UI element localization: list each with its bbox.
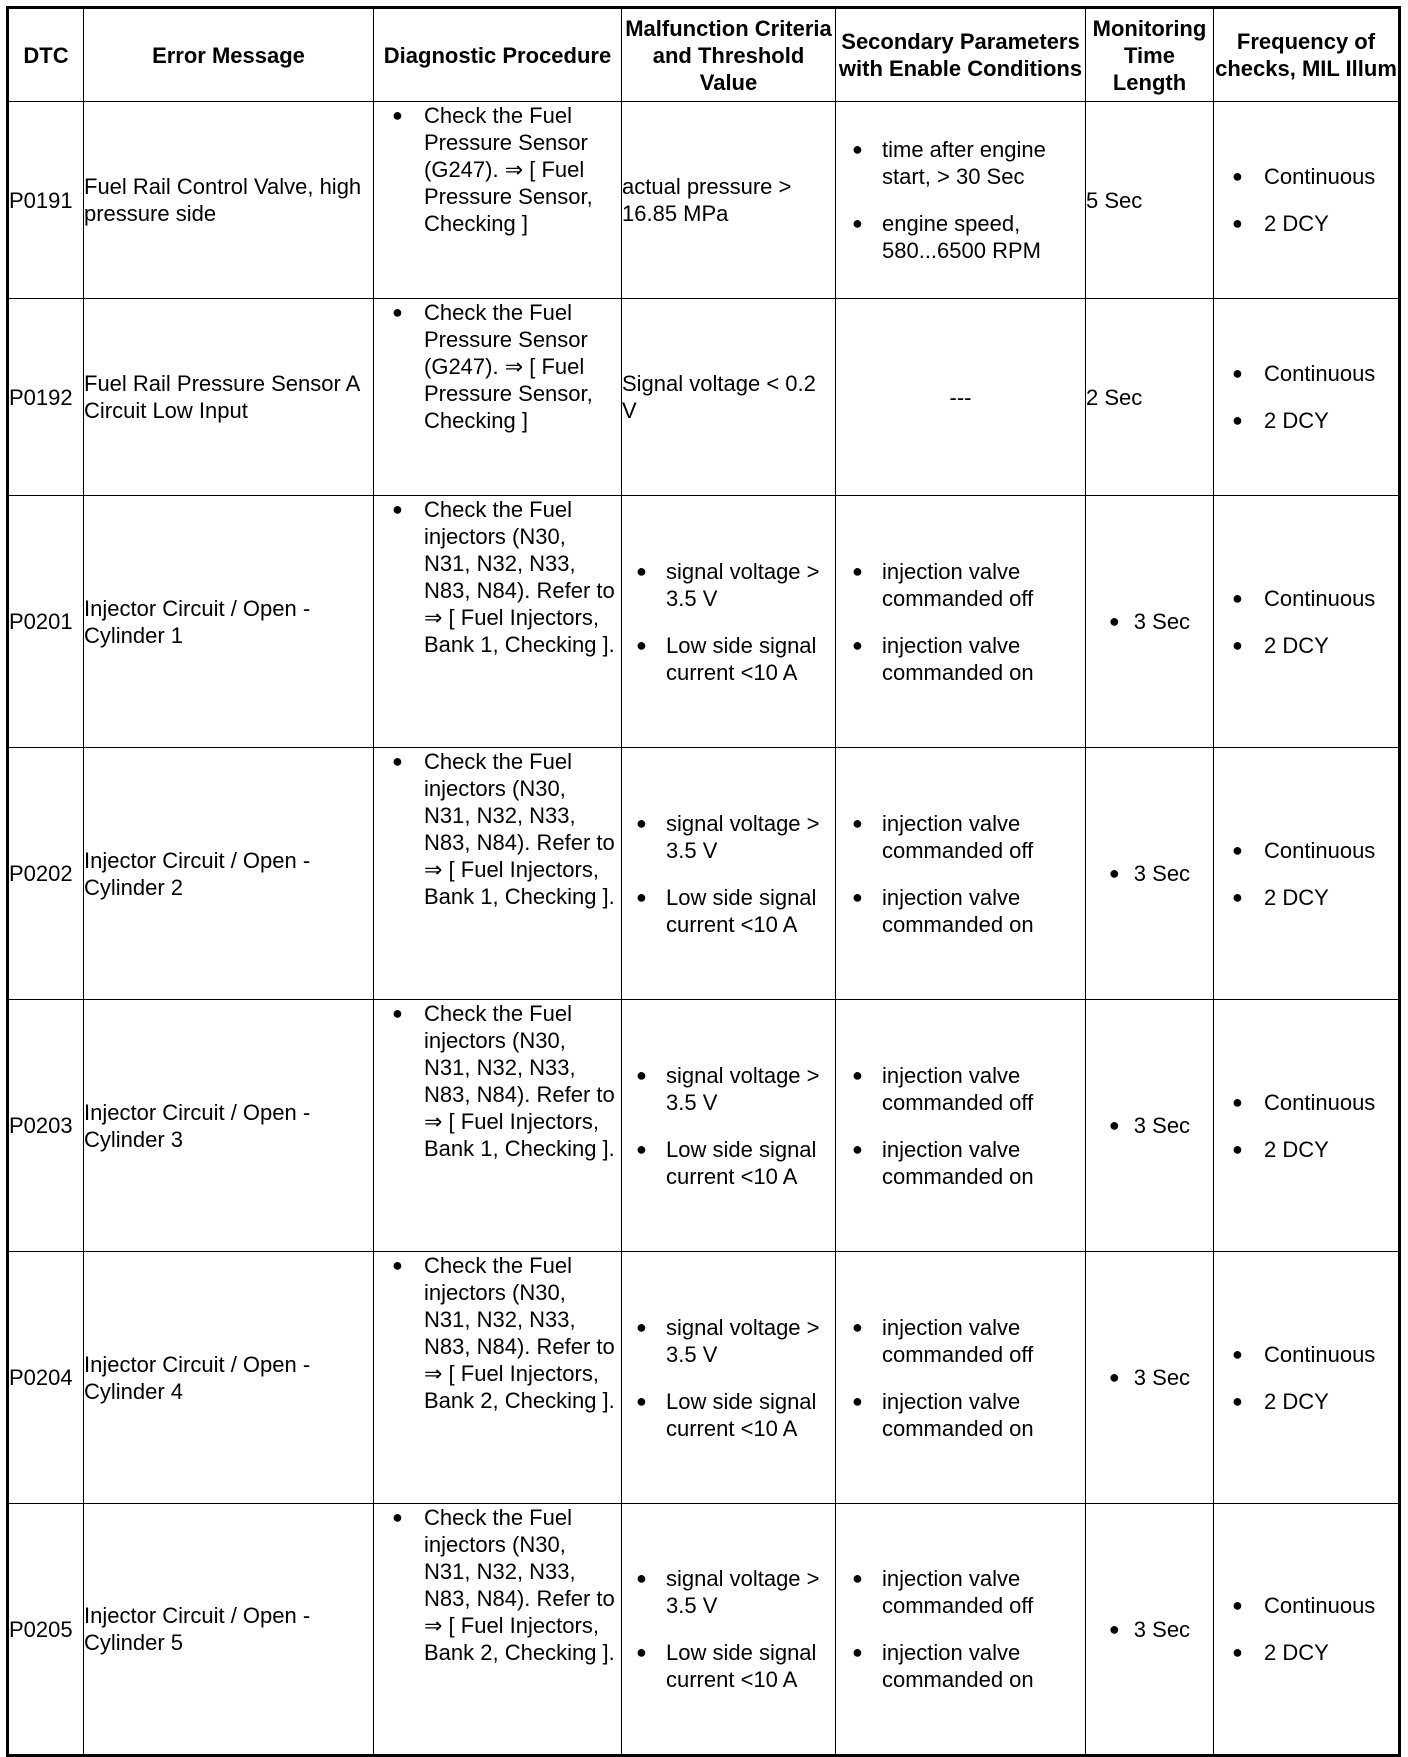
dtc-table bbox=[6, 6, 1401, 1757]
secondary-parameters bbox=[836, 1504, 1086, 1756]
malfunction-criteria: Signal voltage < 0.2 V bbox=[622, 299, 836, 496]
secondary-item: ● injection valve commanded off bbox=[836, 558, 1085, 612]
error-message: Fuel Rail Control Valve, high pressure side bbox=[84, 102, 374, 299]
criteria-item: ● signal voltage > 3.5 V bbox=[622, 810, 835, 864]
diagnostic-procedure bbox=[374, 496, 622, 748]
error-message: Injector Circuit / Open - Cylinder 4 bbox=[84, 1252, 374, 1504]
dtc-code: P0203 bbox=[8, 1000, 84, 1252]
monitoring-time bbox=[1086, 748, 1214, 1000]
error-message: Injector Circuit / Open - Cylinder 2 bbox=[84, 748, 374, 1000]
dtc-code: P0205 bbox=[8, 1504, 84, 1756]
frequency bbox=[1214, 102, 1400, 299]
secondary-item: ● injection valve commanded off bbox=[836, 1062, 1085, 1116]
dtc-code: P0192 bbox=[8, 299, 84, 496]
malfunction-criteria bbox=[622, 748, 836, 1000]
criteria-item: ● Low side signal current <10 A bbox=[622, 884, 835, 938]
malfunction-criteria bbox=[622, 1000, 836, 1252]
error-message: Injector Circuit / Open - Cylinder 1 bbox=[84, 496, 374, 748]
secondary-parameters bbox=[836, 496, 1086, 748]
frequency-item: ● 2 DCY bbox=[1214, 1388, 1398, 1415]
secondary-item: ● injection valve commanded on bbox=[836, 1136, 1085, 1190]
dtc-code: P0191 bbox=[8, 102, 84, 299]
error-message: Fuel Rail Pressure Sensor A Circuit Low Input bbox=[84, 299, 374, 496]
table-row bbox=[8, 748, 1400, 1000]
criteria-item: ● Low side signal current <10 A bbox=[622, 1639, 835, 1693]
monitoring-value: 3 Sec bbox=[1133, 609, 1191, 634]
bullet-icon: ● bbox=[1108, 611, 1120, 631]
frequency-item: ● 2 DCY bbox=[1214, 1639, 1398, 1666]
diagnostic-step: ● Check the Fuel injectors (N30, N31, N32, N33, N83, N84). Refer to ⇒ [ Fuel Injectors, Bank 2, Checking ]. bbox=[374, 1252, 621, 1414]
header-frequency: Frequency of checks, MIL Illum bbox=[1214, 8, 1400, 102]
frequency bbox=[1214, 496, 1400, 748]
table-row bbox=[8, 1000, 1400, 1252]
frequency-item: ● Continuous bbox=[1214, 585, 1398, 612]
diagnostic-procedure bbox=[374, 1252, 622, 1504]
header-monitoring-time: Monitoring Time Length bbox=[1086, 8, 1214, 102]
secondary-parameters: --- bbox=[836, 299, 1086, 496]
diagnostic-step: ● Check the Fuel Pressure Sensor (G247). ⇒ [ Fuel Pressure Sensor, Checking ] bbox=[374, 299, 621, 434]
frequency-item: ● 2 DCY bbox=[1214, 632, 1398, 659]
secondary-item: ● injection valve commanded on bbox=[836, 632, 1085, 686]
table-row bbox=[8, 299, 1400, 496]
diagnostic-procedure bbox=[374, 299, 622, 496]
secondary-item: ● injection valve commanded on bbox=[836, 1639, 1085, 1693]
header-row bbox=[8, 8, 1400, 102]
error-message: Injector Circuit / Open - Cylinder 5 bbox=[84, 1504, 374, 1756]
table-row bbox=[8, 102, 1400, 299]
monitoring-time bbox=[1086, 1504, 1214, 1756]
criteria-item: ● signal voltage > 3.5 V bbox=[622, 1314, 835, 1368]
diagnostic-step: ● Check the Fuel Pressure Sensor (G247). ⇒ [ Fuel Pressure Sensor, Checking ] bbox=[374, 102, 621, 237]
diagnostic-step: ● Check the Fuel injectors (N30, N31, N32, N33, N83, N84). Refer to ⇒ [ Fuel Injectors, Bank 1, Checking ]. bbox=[374, 1000, 621, 1162]
frequency bbox=[1214, 1504, 1400, 1756]
secondary-parameters bbox=[836, 1000, 1086, 1252]
frequency-item: ● Continuous bbox=[1214, 1592, 1398, 1619]
secondary-parameters bbox=[836, 1252, 1086, 1504]
frequency-item: ● Continuous bbox=[1214, 163, 1398, 190]
criteria-item: ● Low side signal current <10 A bbox=[622, 1136, 835, 1190]
secondary-item: ● injection valve commanded off bbox=[836, 1314, 1085, 1368]
malfunction-criteria: actual pressure > 16.85 MPa bbox=[622, 102, 836, 299]
diagnostic-step: ● Check the Fuel injectors (N30, N31, N32, N33, N83, N84). Refer to ⇒ [ Fuel Injectors, Bank 1, Checking ]. bbox=[374, 496, 621, 658]
table-row bbox=[8, 1252, 1400, 1504]
bullet-icon: ● bbox=[1108, 1618, 1120, 1639]
secondary-item: ● injection valve commanded on bbox=[836, 884, 1085, 938]
frequency bbox=[1214, 1252, 1400, 1504]
secondary-parameters bbox=[836, 102, 1086, 299]
frequency-item: ● Continuous bbox=[1214, 1089, 1398, 1116]
header-secondary-parameters: Secondary Parameters with Enable Conditions bbox=[836, 8, 1086, 102]
diagnostic-procedure bbox=[374, 1000, 622, 1252]
dtc-code: P0202 bbox=[8, 748, 84, 1000]
monitoring-value: 3 Sec bbox=[1133, 1365, 1191, 1390]
monitoring-time: 2 Sec bbox=[1086, 299, 1214, 496]
monitoring-time bbox=[1086, 1000, 1214, 1252]
frequency-item: ● 2 DCY bbox=[1214, 1136, 1398, 1163]
header-diagnostic-procedure: Diagnostic Procedure bbox=[374, 8, 622, 102]
secondary-item: ● time after engine start, > 30 Sec bbox=[836, 136, 1085, 190]
header-error-message: Error Message bbox=[84, 8, 374, 102]
frequency bbox=[1214, 1000, 1400, 1252]
bullet-icon: ● bbox=[1108, 1367, 1120, 1387]
frequency-item: ● Continuous bbox=[1214, 1341, 1398, 1368]
monitoring-value: 3 Sec bbox=[1133, 1113, 1191, 1138]
monitoring-time: 5 Sec bbox=[1086, 102, 1214, 299]
diagnostic-procedure bbox=[374, 748, 622, 1000]
frequency-item: ● 2 DCY bbox=[1214, 884, 1398, 911]
header-dtc: DTC bbox=[8, 8, 84, 102]
monitoring-time bbox=[1086, 496, 1214, 748]
error-message: Injector Circuit / Open - Cylinder 3 bbox=[84, 1000, 374, 1252]
diagnostic-step: ● Check the Fuel injectors (N30, N31, N32, N33, N83, N84). Refer to ⇒ [ Fuel Injectors, Bank 1, Checking ]. bbox=[374, 748, 621, 910]
criteria-item: ● signal voltage > 3.5 V bbox=[622, 558, 835, 612]
table-row bbox=[8, 1504, 1400, 1756]
secondary-item: ● injection valve commanded on bbox=[836, 1388, 1085, 1442]
secondary-item: ● injection valve commanded off bbox=[836, 1565, 1085, 1619]
dtc-code: P0204 bbox=[8, 1252, 84, 1504]
bullet-icon: ● bbox=[1108, 1115, 1120, 1135]
frequency-item: ● Continuous bbox=[1214, 837, 1398, 864]
header-malfunction-criteria: Malfunction Criteria and Threshold Value bbox=[622, 8, 836, 102]
diagnostic-step: ● Check the Fuel injectors (N30, N31, N32, N33, N83, N84). Refer to ⇒ [ Fuel Injectors, Bank 2, Checking ]. bbox=[374, 1504, 621, 1666]
frequency-item: ● Continuous bbox=[1214, 360, 1398, 387]
dtc-code: P0201 bbox=[8, 496, 84, 748]
frequency-item: ● 2 DCY bbox=[1214, 210, 1398, 237]
malfunction-criteria bbox=[622, 1504, 836, 1756]
monitoring-time bbox=[1086, 1252, 1214, 1504]
diagnostic-procedure bbox=[374, 1504, 622, 1756]
criteria-item: ● signal voltage > 3.5 V bbox=[622, 1062, 835, 1116]
criteria-item: ● Low side signal current <10 A bbox=[622, 1388, 835, 1442]
frequency-item: ● 2 DCY bbox=[1214, 407, 1398, 434]
malfunction-criteria bbox=[622, 496, 836, 748]
frequency bbox=[1214, 748, 1400, 1000]
criteria-item: ● Low side signal current <10 A bbox=[622, 632, 835, 686]
table-row bbox=[8, 496, 1400, 748]
malfunction-criteria bbox=[622, 1252, 836, 1504]
secondary-item: ● engine speed, 580...6500 RPM bbox=[836, 210, 1085, 264]
bullet-icon: ● bbox=[1108, 863, 1120, 883]
monitoring-value: 3 Sec bbox=[1133, 1616, 1191, 1642]
monitoring-value: 3 Sec bbox=[1133, 861, 1191, 886]
secondary-item: ● injection valve commanded off bbox=[836, 810, 1085, 864]
secondary-parameters bbox=[836, 748, 1086, 1000]
frequency bbox=[1214, 299, 1400, 496]
diagnostic-procedure bbox=[374, 102, 622, 299]
criteria-item: ● signal voltage > 3.5 V bbox=[622, 1565, 835, 1619]
